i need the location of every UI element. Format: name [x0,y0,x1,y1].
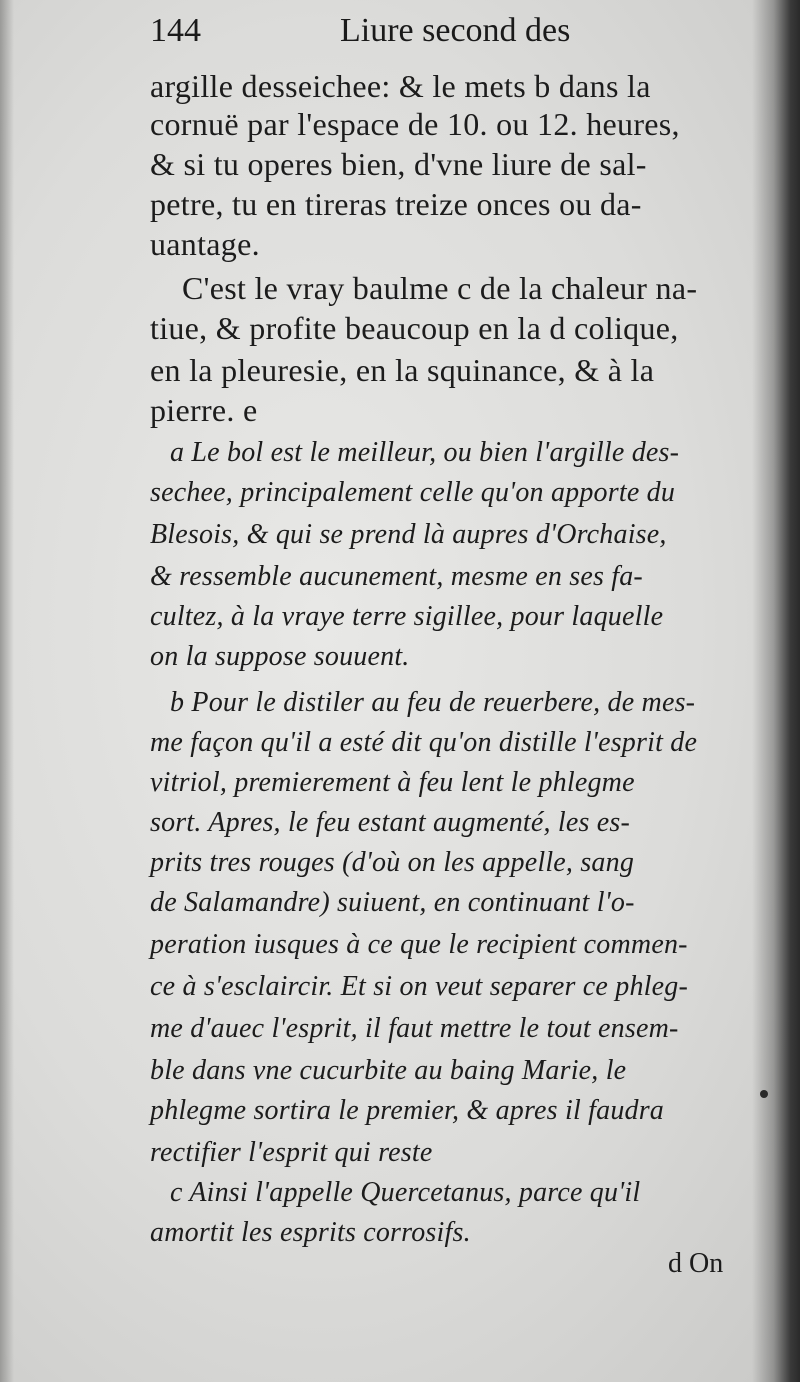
page-number: 144 [150,12,201,49]
note-line: amortit les esprits corrosifs. [150,1217,471,1248]
note-line: ce à s'esclaircir. Et si on veut separer ce phleg- [150,971,688,1002]
note-line: vitriol, premierement à feu lent le phlegme [150,767,635,798]
main-text-line: en la pleuresie, en la squinance, & à la [150,352,655,388]
main-text-line: C'est le vray baulme c de la chaleur na- [182,270,698,306]
note-line: b Pour le distiler au feu de reuerbere, de mes- [170,687,696,718]
catchword: d On [668,1248,724,1279]
note-line: me d'auec l'esprit, il faut mettre le tout ensem- [150,1013,679,1044]
main-text-line: uantage. [150,226,260,262]
main-text-line: & si tu operes bien, d'vne liure de sal- [150,146,647,182]
note-line: & ressemble aucunement, mesme en ses fa- [150,561,643,592]
running-title: Liure second des [340,12,571,49]
page-left-edge-shadow [0,0,14,1382]
note-line: phlegme sortira le premier, & apres il faudra [150,1095,665,1126]
binding-gutter-shadow [752,0,800,1382]
main-text-line: petre, tu en tireras treize onces ou da- [150,186,642,222]
note-line: cultez, à la vraye terre sigillee, pour laquelle [150,601,664,632]
note-line: prits tres rouges (d'où on les appelle, sang [150,847,635,878]
note-line: on la suppose souuent. [150,641,410,672]
main-text-line: tiue, & profite beaucoup en la d colique, [150,310,679,346]
note-line: rectifier l'esprit qui reste [150,1137,433,1168]
note-line: a Le bol est le meilleur, ou bien l'argille des- [170,437,680,468]
note-line: c Ainsi l'appelle Quercetanus, parce qu'il [170,1177,641,1208]
note-line: peration iusques à ce que le recipient commen- [150,929,688,960]
main-text-line: cornuë par l'espace de 10. ou 12. heures, [150,106,680,142]
ink-speck [760,1090,768,1098]
note-line: ble dans vne cucurbite au baing Marie, le [150,1055,627,1086]
main-text-line: pierre. e [150,392,258,428]
note-line: Blesois, & qui se prend là aupres d'Orchaise, [150,519,667,550]
note-line: sechee, principalement celle qu'on apporte du [150,477,676,508]
note-line: de Salamandre) suiuent, en continuant l'o- [150,887,635,918]
note-line: me façon qu'il a esté dit qu'on distille l'esprit de [150,727,698,758]
note-line: sort. Apres, le feu estant augmenté, les es- [150,807,631,838]
main-text-line: argille desseichee: & le mets b dans la [150,68,651,104]
